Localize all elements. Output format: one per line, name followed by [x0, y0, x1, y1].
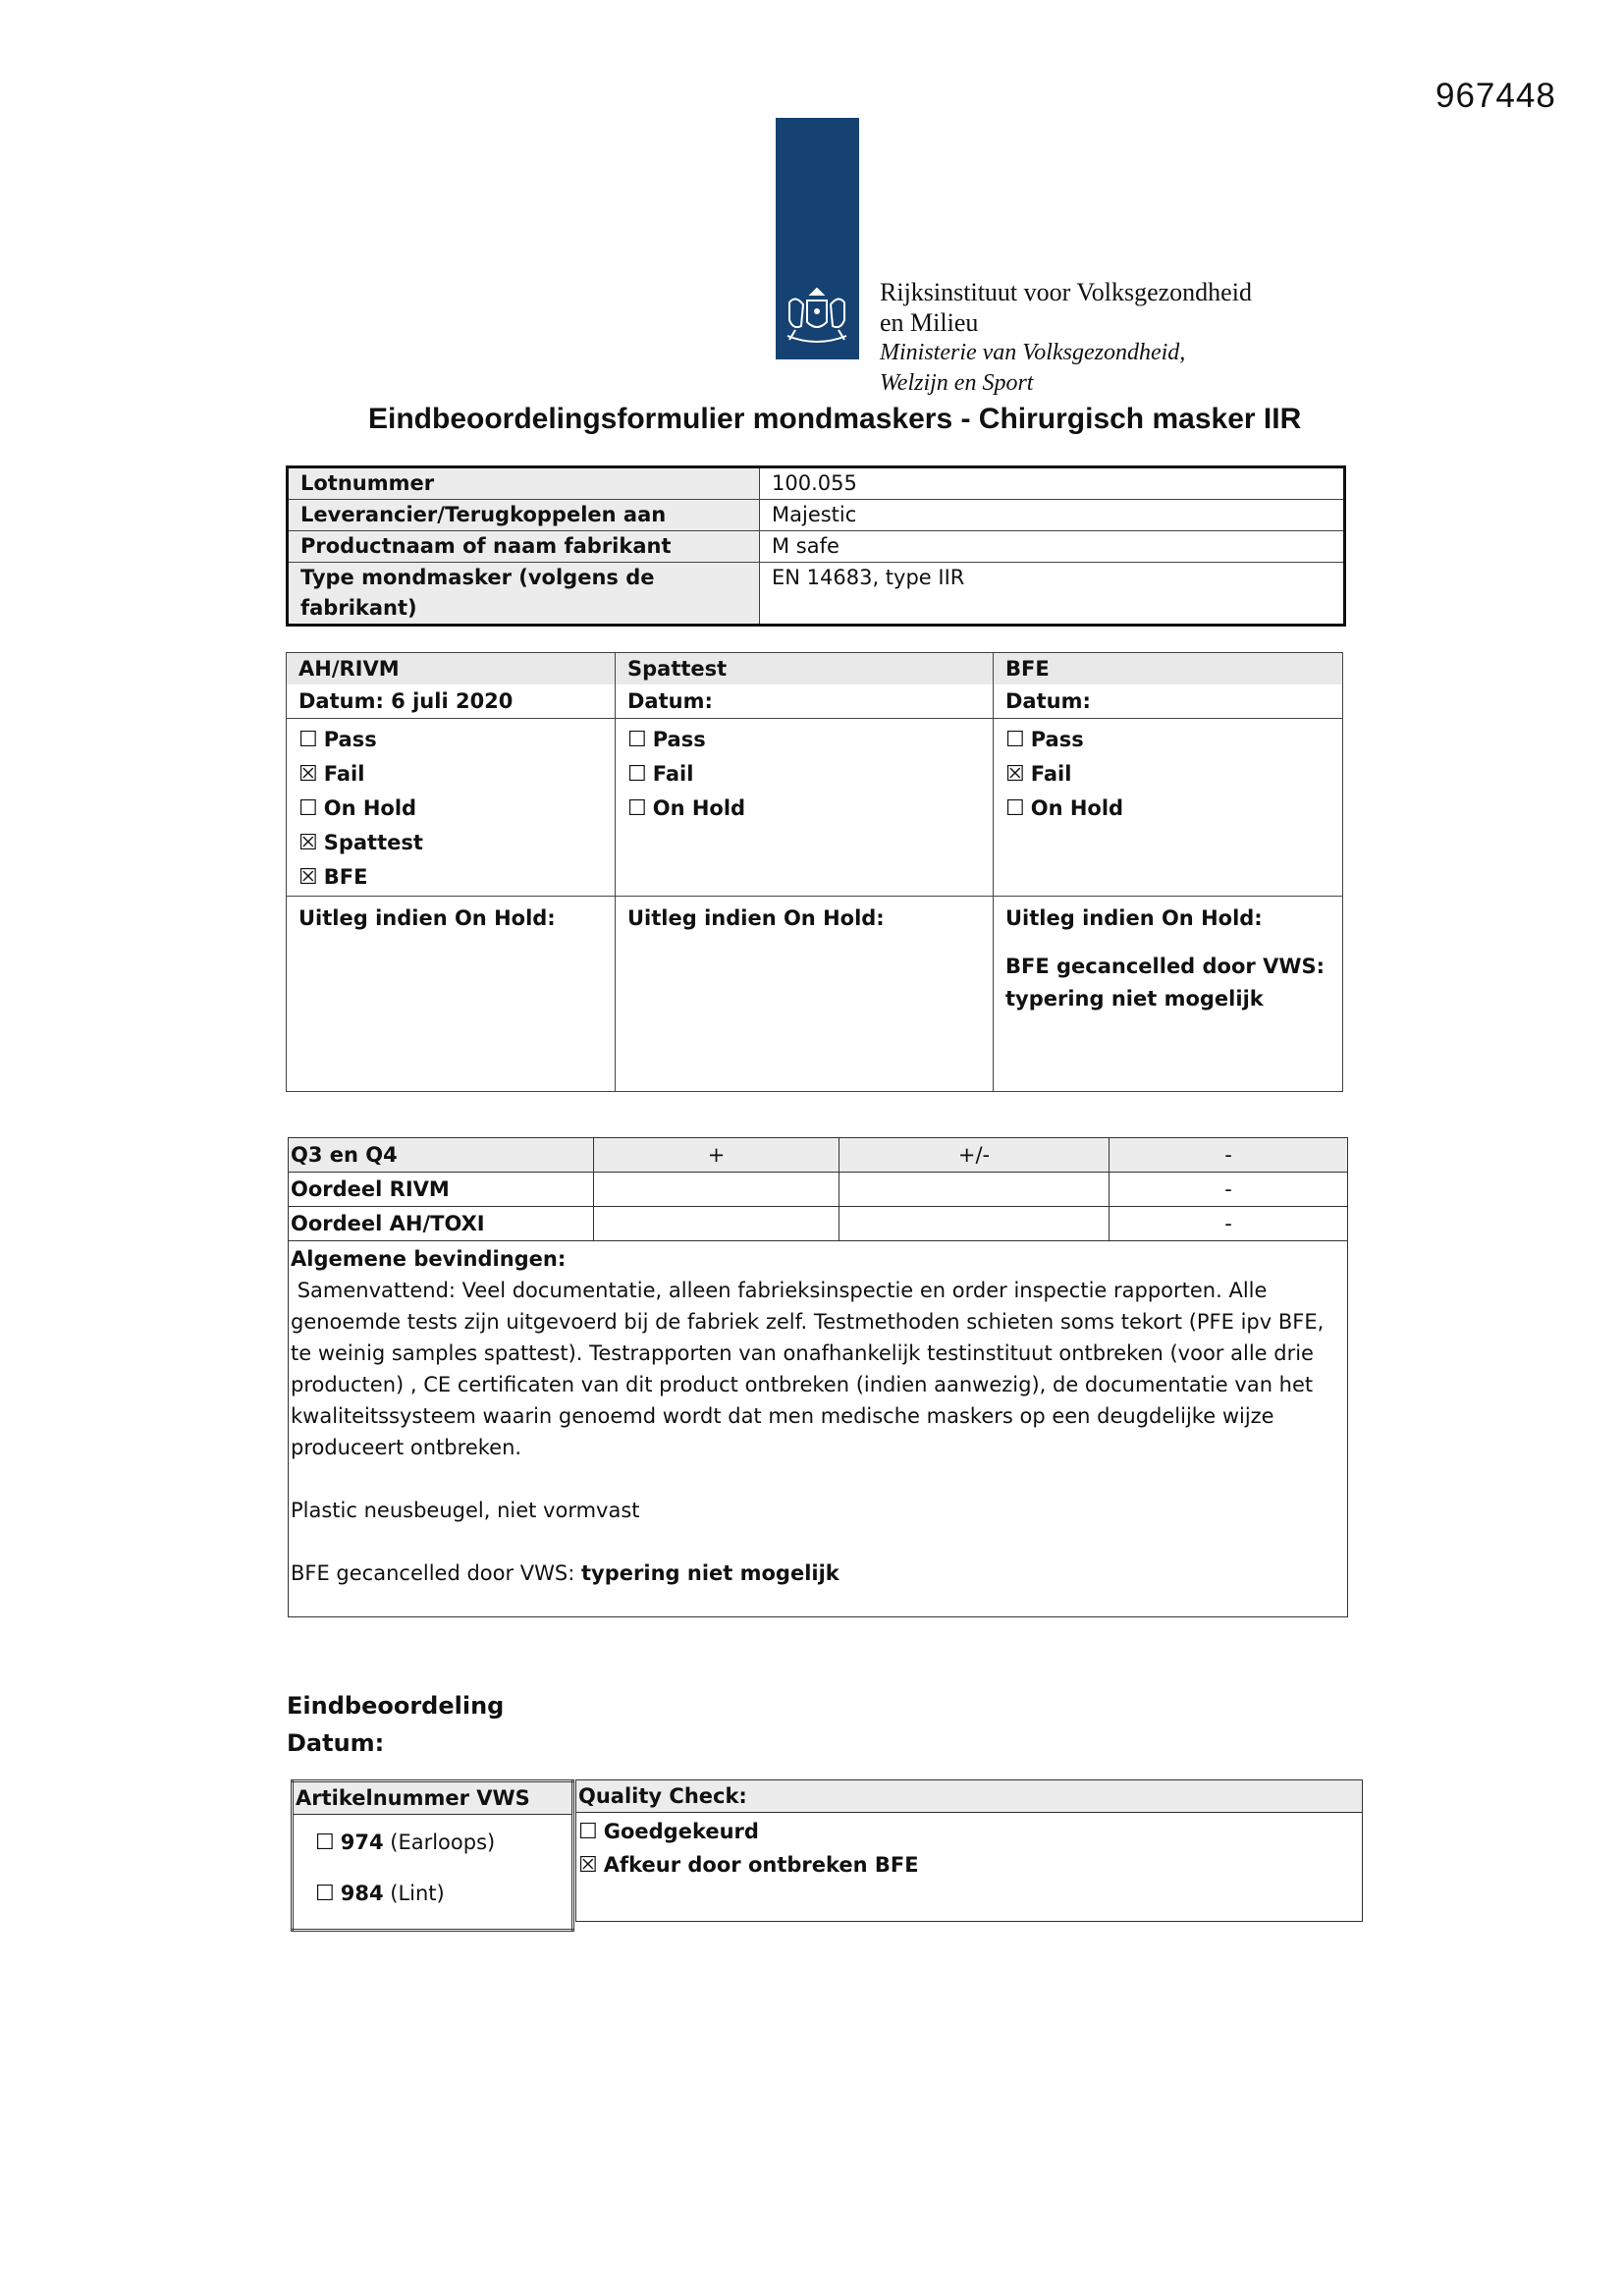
date-cell: Datum: 6 juli 2020: [287, 684, 616, 719]
option-label: Pass: [652, 728, 706, 751]
table-row: [576, 1780, 1363, 1813]
checkbox-approved[interactable]: [578, 1815, 1360, 1848]
checkbox-icon: ☐: [315, 1882, 335, 1906]
options-cell: [287, 719, 616, 897]
checkbox-974[interactable]: [296, 1823, 569, 1874]
explanation-cell: [287, 897, 616, 1092]
quality-options-cell: [576, 1813, 1363, 1922]
explanation-label: Uitleg indien On Hold:: [627, 906, 885, 930]
q-row-label: Oordeel AH/TOXI: [289, 1207, 594, 1241]
date-cell: Datum:: [994, 684, 1343, 719]
column-header: AH/RIVM: [287, 653, 616, 685]
option-label: BFE: [323, 865, 368, 889]
explanation-label: Uitleg indien On Hold:: [1005, 906, 1263, 930]
table-row: [287, 897, 1343, 1092]
logo-line-3: Ministerie van Volksgezondheid,: [880, 340, 1186, 365]
option-label: Afkeur door ontbreken BFE: [603, 1853, 919, 1877]
checkbox-icon: ☐: [627, 762, 647, 787]
page-title: Eindbeoordelingsformulier mondmaskers - Chirurgisch masker IIR: [368, 403, 1302, 435]
checkbox-pass[interactable]: [298, 723, 603, 757]
checkbox-pass[interactable]: [1005, 723, 1330, 757]
quality-check-table: [575, 1779, 1363, 1922]
q-header-label: Q3 en Q4: [289, 1138, 594, 1173]
info-label: Productnaam of naam fabrikant: [288, 531, 760, 563]
table-row: [288, 467, 1345, 500]
info-value: M safe: [760, 531, 1345, 563]
explanation-cell: [616, 897, 994, 1092]
checkbox-icon: ☐: [315, 1831, 335, 1855]
findings-bfe-text: BFE gecancelled door VWS:: [291, 1561, 582, 1585]
checkbox-icon: ☒: [1005, 762, 1025, 787]
option-label: Goedgekeurd: [603, 1820, 759, 1843]
coat-of-arms-icon: [782, 283, 852, 352]
q-header-plus-minus: +/-: [839, 1138, 1110, 1173]
options-cell: [616, 719, 994, 897]
findings-title: Algemene bevindingen:: [291, 1247, 567, 1271]
info-label: Type mondmasker (volgens de fabrikant): [288, 563, 760, 626]
date-cell: Datum:: [616, 684, 994, 719]
option-label: Fail: [323, 762, 365, 786]
findings-note: Plastic neusbeugel, niet vormvast: [291, 1499, 640, 1522]
logo-line-4: Welzijn en Sport: [880, 370, 1034, 396]
q-header-minus: -: [1110, 1138, 1348, 1173]
q-cell: [594, 1207, 839, 1241]
final-assessment-heading: [287, 1687, 504, 1762]
checkbox-on-hold[interactable]: [627, 792, 981, 826]
q3-q4-table: [288, 1137, 1348, 1617]
article-number-table: [291, 1779, 574, 1932]
table-row: [288, 531, 1345, 563]
table-row: [289, 1241, 1348, 1617]
checkbox-fail[interactable]: [298, 757, 603, 792]
logo-line-1: Rijksinstituut voor Volksgezondheid: [880, 278, 1252, 306]
article-number: 984: [340, 1882, 384, 1905]
option-label: Pass: [1030, 728, 1084, 751]
article-desc: (Lint): [383, 1882, 445, 1905]
findings-cell: [289, 1241, 1348, 1617]
option-label: Pass: [323, 728, 377, 751]
option-label: Fail: [652, 762, 694, 786]
product-info-table: [286, 465, 1346, 627]
info-value: 100.055: [760, 467, 1345, 500]
checkbox-icon: ☒: [298, 865, 318, 890]
checkbox-spattest[interactable]: [298, 826, 603, 860]
logo-line-2: en Milieu: [880, 308, 979, 337]
table-row: [288, 500, 1345, 531]
table-row: [293, 1781, 573, 1815]
explanation-label: Uitleg indien On Hold:: [298, 906, 556, 930]
ministry-logo-text: [880, 277, 1252, 399]
column-header: Spattest: [616, 653, 994, 685]
quality-header: Quality Check:: [576, 1780, 1363, 1813]
document-number: 967448: [1435, 77, 1556, 115]
table-row: [287, 684, 1343, 719]
explanation-text: BFE gecancelled door VWS: typering niet mogelijk: [1005, 955, 1326, 1011]
table-row: [287, 653, 1343, 685]
checkbox-on-hold[interactable]: [298, 792, 603, 826]
info-value: EN 14683, type IIR: [760, 563, 1345, 626]
table-row: [289, 1207, 1348, 1241]
findings-bfe-bold: typering niet mogelijk: [581, 1561, 839, 1585]
q-cell: [839, 1207, 1110, 1241]
final-assessment-title: Eindbeoordeling: [287, 1692, 505, 1720]
table-row: [287, 719, 1343, 897]
info-label: Leverancier/Terugkoppelen aan: [288, 500, 760, 531]
explanation-cell: [994, 897, 1343, 1092]
table-row: [288, 563, 1345, 626]
final-assessment-date: Datum:: [287, 1729, 385, 1757]
checkbox-icon: ☒: [578, 1853, 598, 1878]
rijksoverheid-logo-bar: [776, 118, 859, 359]
checkbox-fail[interactable]: [1005, 757, 1330, 792]
q-cell: -: [1110, 1207, 1348, 1241]
options-cell: [994, 719, 1343, 897]
q-cell: [594, 1173, 839, 1207]
q-row-label: Oordeel RIVM: [289, 1173, 594, 1207]
article-number: 974: [340, 1831, 384, 1854]
checkbox-icon: ☐: [298, 796, 318, 821]
assessment-table: [286, 652, 1343, 1092]
info-value: Majestic: [760, 500, 1345, 531]
checkbox-rejected[interactable]: [578, 1848, 1360, 1882]
checkbox-icon: ☐: [1005, 728, 1025, 752]
checkbox-pass[interactable]: [627, 723, 981, 757]
option-label: On Hold: [1030, 796, 1124, 820]
checkbox-icon: ☐: [298, 728, 318, 752]
q-cell: [839, 1173, 1110, 1207]
checkbox-on-hold[interactable]: [1005, 792, 1330, 826]
option-label: Fail: [1030, 762, 1072, 786]
findings-bfe: [291, 1558, 1345, 1589]
checkbox-icon: ☒: [298, 831, 318, 855]
checkbox-bfe[interactable]: [298, 860, 603, 895]
article-header: Artikelnummer VWS: [293, 1781, 573, 1815]
checkbox-icon: ☐: [1005, 796, 1025, 821]
option-label: On Hold: [652, 796, 746, 820]
article-desc: (Earloops): [383, 1831, 496, 1854]
checkbox-icon: ☐: [627, 796, 647, 821]
table-row: [293, 1815, 573, 1931]
table-row: [289, 1173, 1348, 1207]
column-header: BFE: [994, 653, 1343, 685]
q-header-plus: +: [594, 1138, 839, 1173]
article-options-cell: [293, 1815, 573, 1931]
findings-summary: Samenvattend: Veel documentatie, alleen fabrieksinspectie en order inspectie rapporten. Alle genoemde tests zijn uitgevoerd bij de fabriek zelf. Testmethoden schieten soms tekort (PFE ipv BFE, te weinig samples spattest). Testrapporten van onafhankelijk testinstituut ontbreken (voor alle drie producten) , CE certificaten van dit product ontbreken (indien aanwezig), de documentatie van het kwaliteitssysteem waarin genoemd wordt dat men medische maskers op een deugdelijke wijze produceert ontbreken.: [291, 1279, 1330, 1459]
info-label: Lotnummer: [288, 467, 760, 500]
checkbox-fail[interactable]: [627, 757, 981, 792]
table-row: [289, 1138, 1348, 1173]
checkbox-984[interactable]: [296, 1874, 569, 1925]
option-label: Spattest: [323, 831, 423, 854]
checkbox-icon: ☐: [578, 1820, 598, 1844]
checkbox-icon: ☒: [298, 762, 318, 787]
q-cell: -: [1110, 1173, 1348, 1207]
option-label: On Hold: [323, 796, 417, 820]
table-row: [576, 1813, 1363, 1922]
checkbox-icon: ☐: [627, 728, 647, 752]
